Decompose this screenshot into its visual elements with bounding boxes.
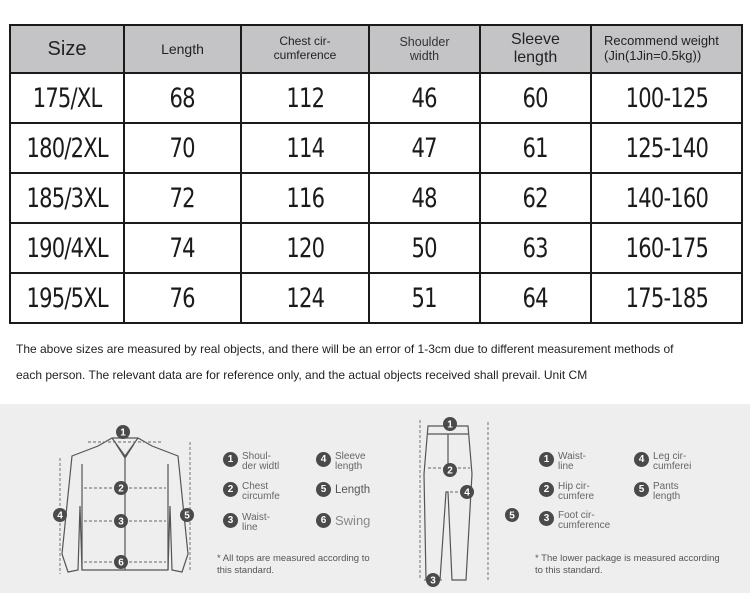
table-header-row [10,25,742,73]
shirt-footnote: * All tops are measured according to this standard. [217,553,370,576]
cell-sleeve: 60 [480,73,591,123]
cell-size: 190/4XL [10,223,124,273]
svg-text:3: 3 [118,516,124,528]
measurement-note-line-1: The above sizes are measured by real objects, and there will be an error of 1-3cm due to different measurement methods of [16,342,674,356]
cell-size: 180/2XL [10,123,124,173]
cell-shoulder: 50 [369,223,480,273]
cell-size: 195/5XL [10,273,124,323]
svg-text:1: 1 [120,427,126,439]
shirt-legend-shoulder: 1 Shoul- der widtl [223,452,294,472]
cell-chest: 124 [241,273,369,323]
cell-weight: 100-125 [591,73,742,123]
cell-weight: 160-175 [591,223,742,273]
cell-length: 72 [124,173,241,223]
cell-size: 175/XL [10,73,124,123]
svg-text:3: 3 [430,575,436,587]
svg-text:4: 4 [57,510,63,522]
size-table [9,24,743,324]
header-size: Size [10,25,124,73]
header-sleeve: Sleeve length [480,25,591,73]
measurement-note-line-2: each person. The relevant data are for reference only, and the actual objects received shall prevail. Unit CM [16,368,588,382]
cell-sleeve: 62 [480,173,591,223]
cell-shoulder: 47 [369,123,480,173]
cell-length: 68 [124,73,241,123]
pants-legend-waist: 1 Waist- line [539,452,610,472]
cell-weight: 175-185 [591,273,742,323]
pants-diagram [410,404,535,593]
shirt-legend-waist: 3 Waist- line [223,513,294,533]
pants-legend-leg: 4 Leg cir- cumferei [634,452,705,472]
cell-shoulder: 46 [369,73,480,123]
shirt-diagram [40,404,210,593]
pants-footnote: * The lower package is measured according to this standard. [535,553,720,576]
cell-shoulder: 48 [369,173,480,223]
svg-text:6: 6 [118,557,124,569]
cell-weight: 140-160 [591,173,742,223]
cell-shoulder: 51 [369,273,480,323]
svg-text:5: 5 [184,510,190,522]
cell-chest: 120 [241,223,369,273]
shirt-legend-chest: 2 Chest circumfe [223,482,294,502]
shirt-legend-sleeve: 4 Sleeve length [316,452,387,472]
cell-sleeve: 63 [480,223,591,273]
svg-text:1: 1 [447,419,453,431]
measurement-diagrams [0,404,750,593]
pants-legend-length: 5 Pants length [634,482,705,502]
svg-text:2: 2 [447,465,453,477]
header-shoulder: Shoulder width [369,25,480,73]
header-length: Length [124,25,241,73]
header-chest: Chest cir- cumference [241,25,369,73]
cell-length: 74 [124,223,241,273]
pants-legend-hip: 2 Hip cir- cumfere [539,482,610,502]
cell-length: 76 [124,273,241,323]
shirt-legend-swing: 6 Swing [316,513,387,528]
table-row [10,73,742,123]
shirt-collar [112,438,138,458]
table-row [10,223,742,273]
svg-text:2: 2 [118,483,124,495]
cell-sleeve: 64 [480,273,591,323]
table-row [10,173,742,223]
table-row [10,123,742,173]
cell-chest: 114 [241,123,369,173]
cell-sleeve: 61 [480,123,591,173]
header-weight: Recommend weight (Jin(1Jin=0.5kg)) [591,25,742,73]
shirt-legend-length: 5 Length [316,482,387,497]
cell-chest: 116 [241,173,369,223]
cell-chest: 112 [241,73,369,123]
svg-text:4: 4 [464,487,470,499]
svg-text:5: 5 [509,510,515,522]
cell-size: 185/3XL [10,173,124,223]
table-row [10,273,742,323]
cell-weight: 125-140 [591,123,742,173]
cell-length: 70 [124,123,241,173]
pants-legend-foot: 3 Foot cir- cumference [539,511,628,531]
